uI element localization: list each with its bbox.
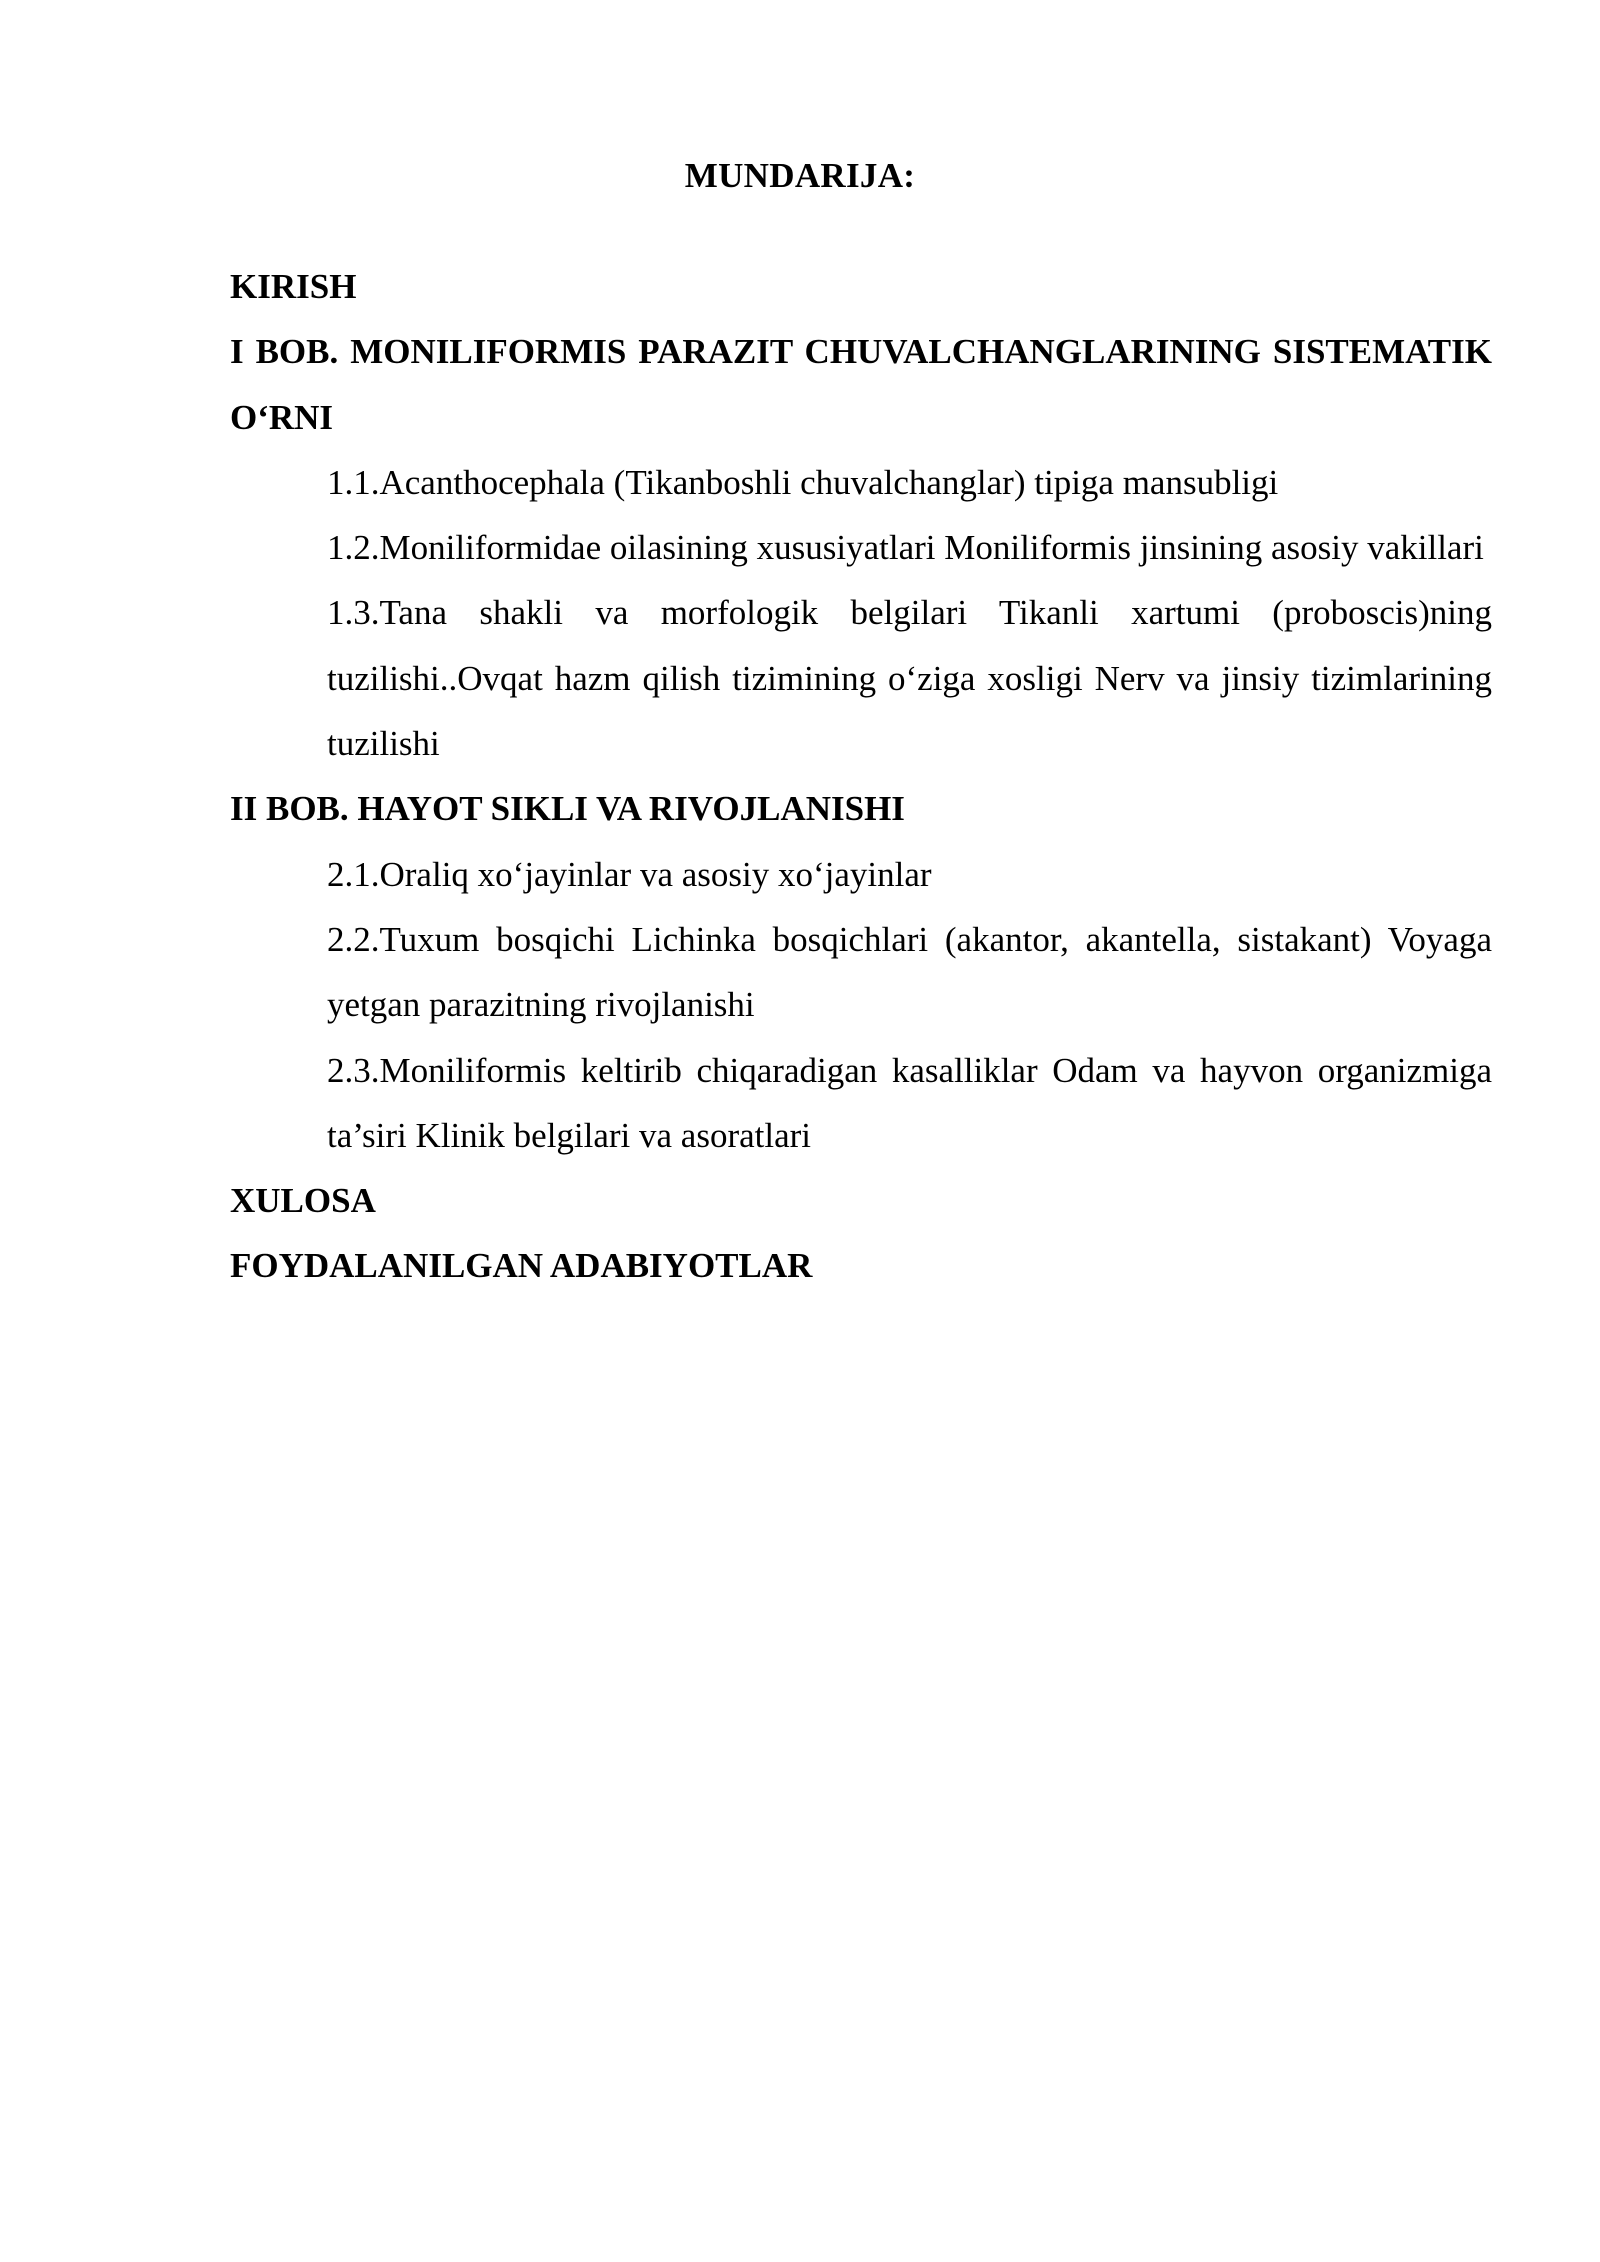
toc-entry-chapter-2: II BOB. HAYOT SIKLI VA RIVOJLANISHI <box>230 789 905 829</box>
toc-entry-kirish: KIRISH <box>230 267 357 306</box>
toc-entry-2-1: 2.1.Oraliq xo‘jayinlar va asosiy xo‘jayinlar <box>327 854 932 894</box>
toc-entry-xulosa: XULOSA <box>230 1181 376 1221</box>
toc-entry-1-1: 1.1.Acanthocephala (Tikanboshli chuvalchanglar) tipiga mansubligi <box>327 462 1279 502</box>
toc-entry-1-2: 1.2.Moniliformidae oilasining xususiyatlari Moniliformis jinsining asosiy vakillari <box>327 528 1484 568</box>
toc-entry-1-3: 1.3.Tana shakli va morfologik belgilari Tikanli xartumi (proboscis)ning tuzilishi..Ovqat hazm qilish tizimining o‘ziga xosligi Nerv va jinsiy tizimlarining tuzilishi <box>327 593 1492 764</box>
page-title: MUNDARIJA: <box>684 156 916 195</box>
toc-entry-2-3: 2.3.Moniliformis keltirib chiqaradigan kasalliklar Odam va hayvon organizmiga ta’siri Klinik belgilari va asoratlari <box>327 1050 1492 1155</box>
toc-entry-references: FOYDALANILGAN ADABIYOTLAR <box>230 1246 813 1286</box>
toc-entry-chapter-1: I BOB. MONILIFORMIS PARAZIT CHUVALCHANGLARINING SISTEMATIK O‘RNI <box>230 332 1492 437</box>
table-of-contents <box>230 254 1492 1299</box>
toc-entry-2-2: 2.2.Tuxum bosqichi Lichinka bosqichlari (akantor, akantella, sistakant) Voyaga yetgan parazitning rivojlanishi <box>327 919 1492 1025</box>
